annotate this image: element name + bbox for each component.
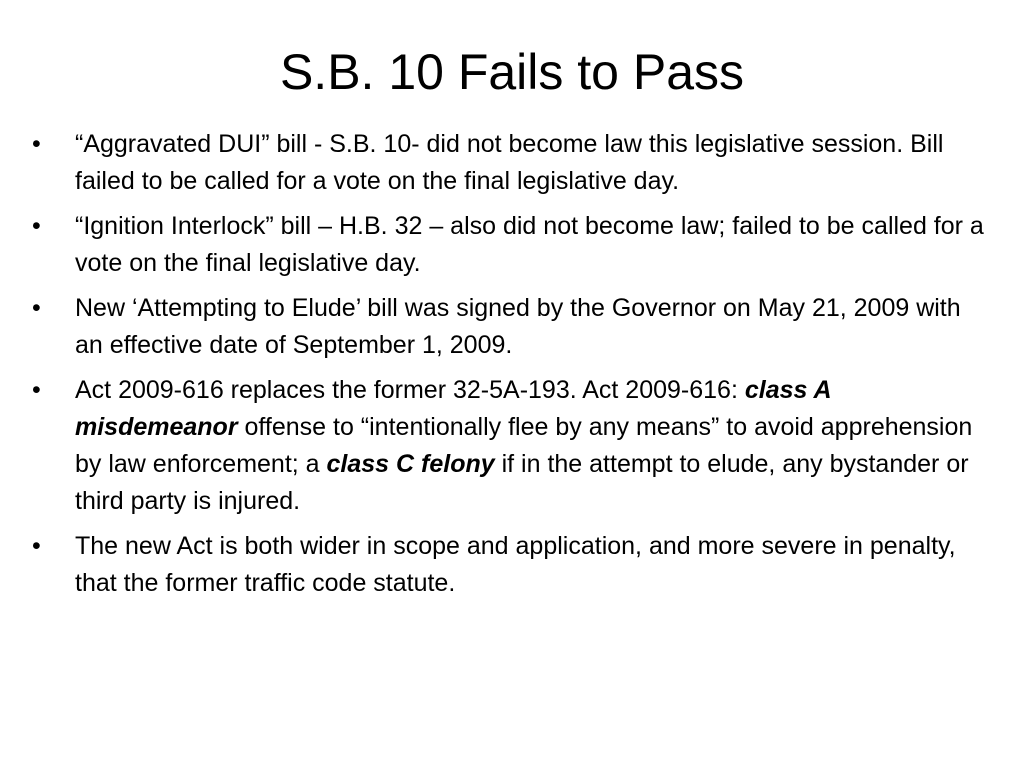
bullet-text-part-3: if in the attempt to elude, any bystander or third party is injured. xyxy=(75,450,969,515)
slide-title: S.B. 10 Fails to Pass xyxy=(279,44,745,100)
bullet-text: “Ignition Interlock” bill – H.B. 32 – also did not become law; failed to be called for a vote on the final legislative day. xyxy=(75,212,984,277)
bullet-marker: • xyxy=(32,212,41,240)
bullet-marker: • xyxy=(32,294,41,322)
bullet-text: New ‘Attempting to Elude’ bill was signed by the Governor on May 21, 2009 with an effective date of September 1, 2009. xyxy=(75,294,961,359)
bullet-text: “Aggravated DUI” bill - S.B. 10- did not become law this legislative session. Bill failed to be called for a vote on the final legislative day. xyxy=(75,130,944,195)
bullet-item-4 xyxy=(0,372,1024,520)
bullet-item-2 xyxy=(0,208,1024,282)
bullet-marker: • xyxy=(32,376,41,404)
emphasis-class-a-misdemeanor: class A misdemeanor xyxy=(75,376,831,441)
bullet-item-5 xyxy=(0,528,1024,602)
bullet-marker: • xyxy=(32,130,41,158)
bullet-marker: • xyxy=(32,532,41,560)
bullet-item-3 xyxy=(0,290,1024,364)
bullet-list xyxy=(0,126,1024,610)
bullet-text: The new Act is both wider in scope and application, and more severe in penalty, that the former traffic code statute. xyxy=(75,532,956,597)
emphasis-class-c-felony: class C felony xyxy=(326,450,495,478)
bullet-text-part-1: Act 2009-616 replaces the former 32-5A-193. Act 2009-616: xyxy=(75,376,745,404)
bullet-item-1 xyxy=(0,126,1024,200)
bullet-text-part-2: offense to “intentionally flee by any means” to avoid apprehension by law enforcement; a xyxy=(75,413,973,478)
